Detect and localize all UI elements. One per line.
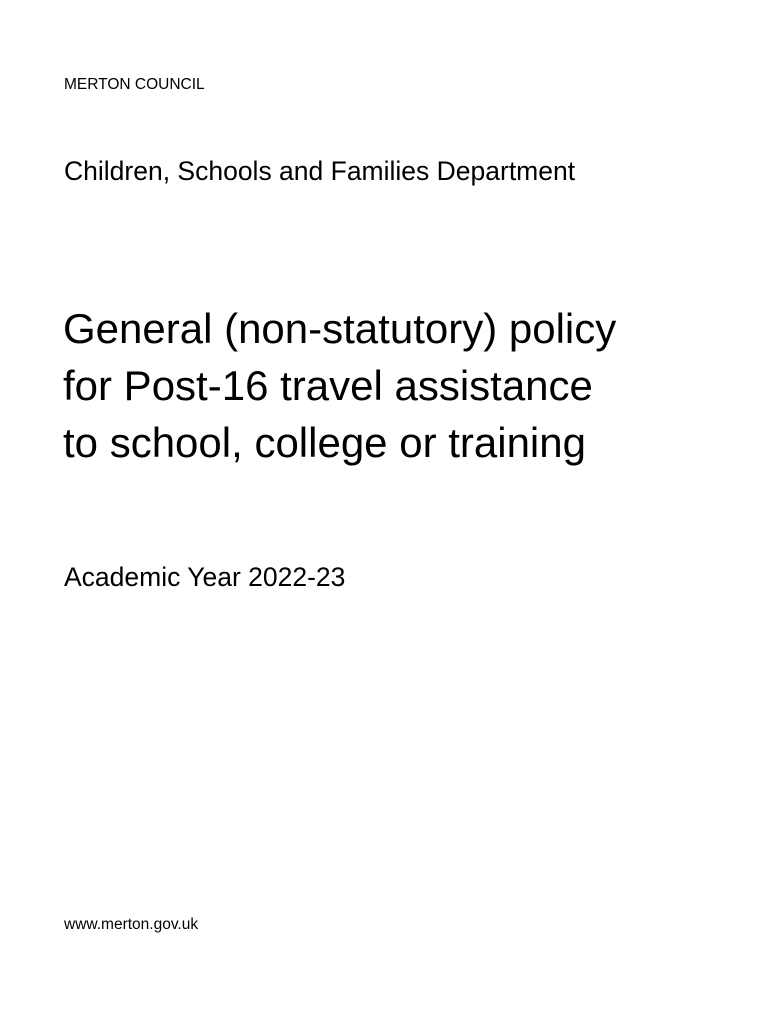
title-line-3: to school, college or training <box>63 419 586 466</box>
title-line-1: General (non-statutory) policy <box>63 305 617 352</box>
academic-year: Academic Year 2022-23 <box>64 562 346 592</box>
website-url: www.merton.gov.uk <box>64 916 199 933</box>
department-name: Children, Schools and Families Department <box>64 156 576 186</box>
document-title <box>63 300 616 471</box>
organisation-name: MERTON COUNCIL <box>64 76 205 93</box>
title-line-2: for Post-16 travel assistance <box>63 362 593 409</box>
